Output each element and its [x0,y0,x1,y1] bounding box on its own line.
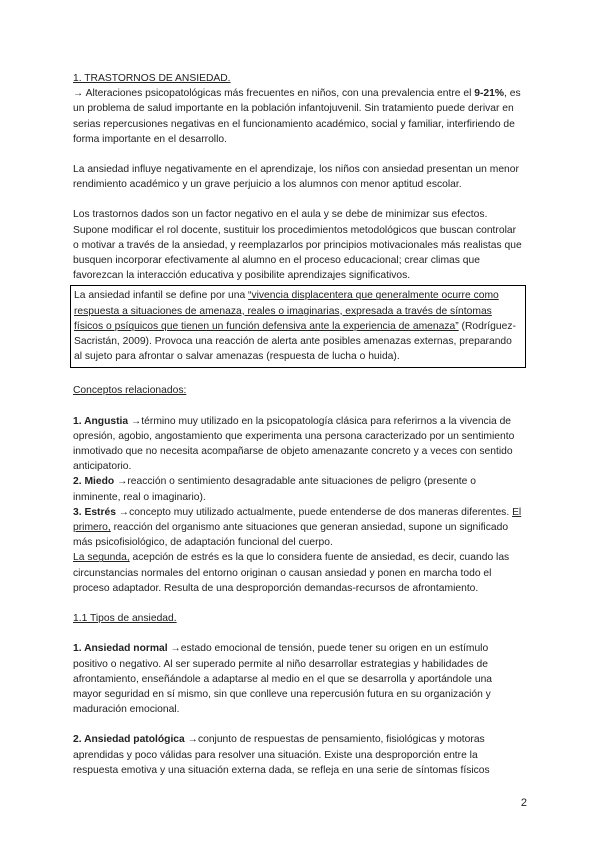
concepts-title: Conceptos relacionados: [73,385,187,397]
factor-paragraph: Los trastornos dados son un factor negativo en el aula y se debe de minimizar sus efectos. Supone modificar el rol docente, sustituir los procedimientos metodológicos que buscan controlar o motivar a través de la ansiedad, y reemplazarlos por principios motivacionales más realistas que busquen incorporar efectivamente al alumno en el proceso educacional; crear climas que favorezcan la interacción educativa y posibilite aprendizajes significativos. [73,209,522,282]
concept-estres-second: La segunda, acepción de estrés es la que lo considera fuente de ansiedad, es decir, cuando las circunstancias normales del entorno originan o causan ansiedad y ponen en marcha todo el proceso adaptador. Resulta de una desproporción demandas-recursos de afrontamiento. [73,552,510,594]
definition-quote: “vivencia displacentera que generalmente ocurre como respuesta a situaciones de amenaza, reales o imaginarias, expresada a través de síntomas físicos o psíquicos que tienen un función defensiva ante la experiencia de amenaza” [74,290,499,332]
prevalence-value: 9-21% [474,88,505,100]
concept-miedo: 2. Miedo →reacción o sentimiento desagradable ante situaciones de peligro (presente o inminente, real o imaginario). [73,476,476,503]
section-heading: 1. TRASTORNOS DE ANSIEDAD. [73,73,231,84]
types-title: 1.1 Tipos de ansiedad. [73,613,177,625]
type-patologica: 2. Ansiedad patológica →conjunto de respuestas de pensamiento, fisiológicas y motoras aprendidas y poco válidas para resolver una situación. Existe una desproporción entre la respuesta emotiva y una situación externa dada, se refleja en una serie de síntomas físicos [73,734,490,776]
arrow-glyph: → [73,88,84,100]
intro-paragraph: → Alteraciones psicopatológicas más frecuentes en niños, con una prevalencia entre el 9-21%, es un problema de salud importante en la población infantojuvenil. Sin tratamiento puede derivar en serias repercusiones negativas en el funcionamiento académico, social y familiar, interfiriendo de forma importante en el desarrollo. [73,88,521,145]
definition-box: La ansiedad infantil se define por una “vivencia displacentera que generalmente ocurre como respuesta a situaciones de amenaza, reales o imaginarias, expresada a través de síntomas físicos o psíquicos que tienen un función defensiva ante la experiencia de amenaza” (Rodríguez-Sacristán, 2009). Provoca una reacción de alerta ante posibles amenazas externas, preparando al sujeto para afrontar o salvar amenazas (respuesta de lucha o huida). [70,285,526,368]
type-normal: 1. Ansiedad normal →estado emocional de tensión, puede tener su origen en un estímulo positivo o negativo. Al ser superado permite al niño desarrollar estrategias y habilidades de afrontamiento, enseñándole a adaptarse al medio en el que se desarrolla y aportándole una mayor seguridad en sí mismo, sin que conlleve una repercusión futura en su organización y maduración emocional. [73,643,493,716]
page-number: 2 [520,797,527,809]
page-content [73,71,523,778]
concept-estres: 3. Estrés →concepto muy utilizado actualmente, puede entenderse de dos maneras diferentes. El primero, reacción del organismo ante situaciones que generan ansiedad, supone un significado más psicofisiológico, de adaptación funcional del cuerpo. [73,506,522,549]
concept-angustia: 1. Angustia →término muy utilizado en la psicopatología clásica para referirnos a la vivencia de opresión, agobio, angostamiento que experimenta una persona caracterizado por un sentimiento inmotivado que no necesita acompañarse de objeto amenazante concreto y a veces con sentido anticipatorio. [73,415,515,473]
influence-paragraph: La ansiedad influye negativamente en el aprendizaje, los niños con ansiedad presentan un menor rendimiento académico y un grave perjuicio a los alumnos con menor aptitud escolar. [73,164,519,191]
